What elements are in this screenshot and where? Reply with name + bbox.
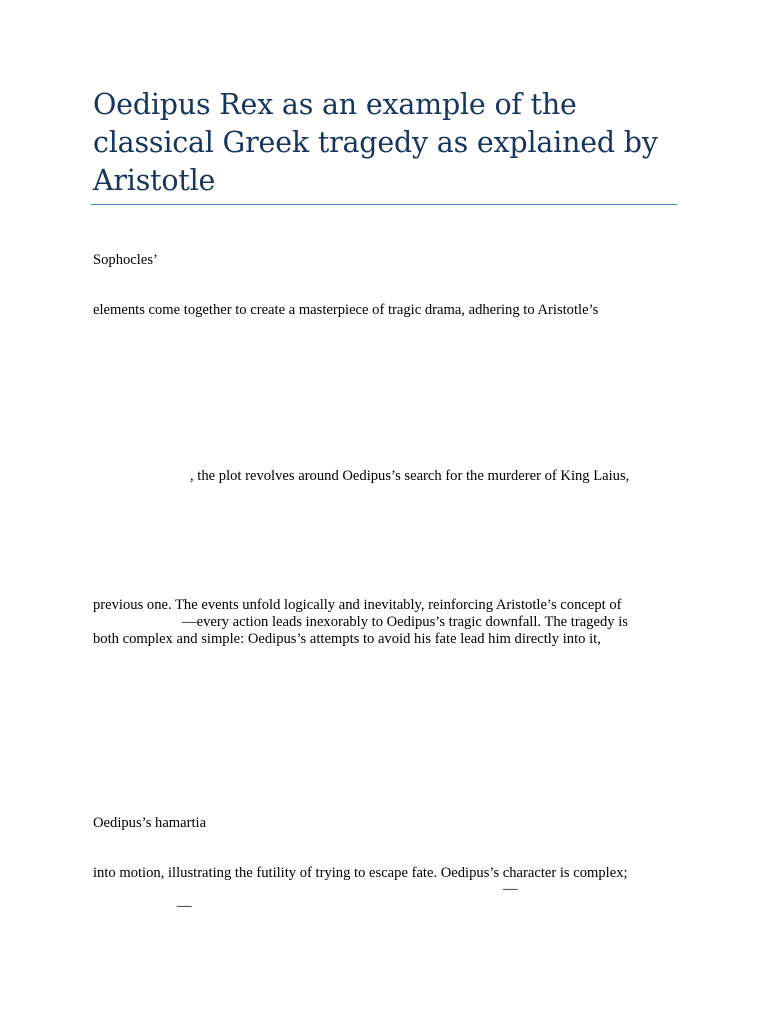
text-line-previous-one: previous one. The events unfold logically and inevitably, reinforcing Aristotle’s concept of <box>93 597 622 613</box>
text-line-elements: elements come together to create a masterpiece of tragic drama, adhering to Aristotle’s <box>93 302 599 318</box>
text-line-every-action: —every action leads inexorably to Oedipus’s tragic downfall. The tragedy is <box>182 614 628 630</box>
text-dash-2: — <box>177 898 192 914</box>
text-line-plot: , the plot revolves around Oedipus’s search for the murderer of King Laius, <box>190 468 630 484</box>
text-line-complex-simple: both complex and simple: Oedipus’s attempts to avoid his fate lead him directly into it, <box>93 631 601 647</box>
text-line-hamartia: Oedipus’s hamartia <box>93 815 207 831</box>
title-underline <box>91 204 677 205</box>
text-dash-1: — <box>503 881 518 897</box>
text-line-sophocles: Sophocles’ <box>93 252 158 268</box>
text-line-into-motion: into motion, illustrating the futility of trying to escape fate. Oedipus’s character is complex; <box>93 865 628 881</box>
document-title: Oedipus Rex as an example of the classical Greek tragedy as explained by Aristotle <box>93 88 658 197</box>
